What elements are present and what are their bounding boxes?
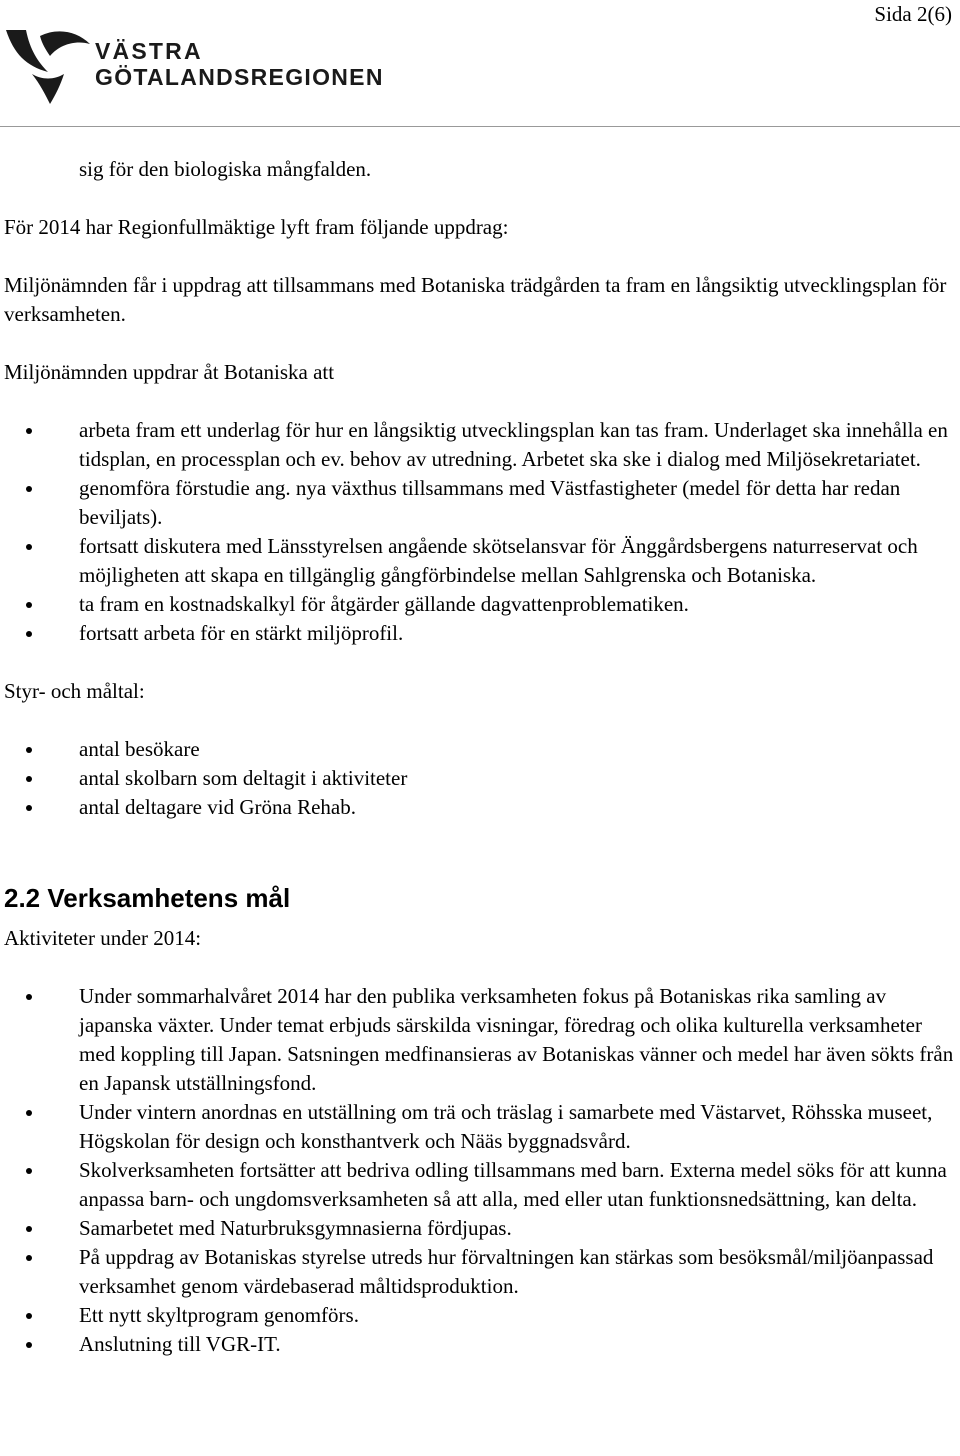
list-item (4, 982, 956, 1098)
logo-text-line2: GÖTALANDSREGIONEN (95, 64, 384, 90)
vgr-emblem-icon (4, 22, 94, 106)
continuation-paragraph: sig för den biologiska mångfalden. (79, 157, 372, 181)
list-item (4, 1098, 956, 1156)
list-item (4, 1243, 956, 1301)
list-item (4, 764, 956, 793)
list-item-text: arbeta fram ett underlag för hur en långsiktig utvecklingsplan kan tas fram. Underlaget ska innehålla en tidsplan, en processplan och ev. behov av utredning. Arbetet ska ske i dialog med Miljösekretariatet. (79, 418, 948, 471)
bullet-icon (26, 1342, 32, 1348)
bullet-icon (26, 428, 32, 434)
vgr-logo (4, 22, 394, 106)
bullet-icon (26, 1110, 32, 1116)
list-item (4, 1330, 956, 1359)
list-item (4, 793, 956, 822)
list-item-text: Skolverksamheten fortsätter att bedriva odling tillsammans med barn. Externa medel söks för att kunna anpassa barn- och ungdomsverksamheten så att alla, med eller utan funktionsnedsättning, kan delta. (79, 1158, 947, 1211)
bullet-icon (26, 1168, 32, 1174)
document-body (4, 155, 956, 1359)
list-item-text: genomföra förstudie ang. nya växthus tillsammans med Västfastigheter (medel för detta har redan beviljats). (79, 476, 901, 529)
goals-heading: Styr- och måltal: (4, 679, 145, 703)
list-item-text: Ett nytt skyltprogram genomförs. (79, 1303, 359, 1327)
bullet-icon (26, 486, 32, 492)
bullet-icon (26, 1313, 32, 1319)
list-item (4, 416, 956, 474)
list-item-text: Under vintern anordnas en utställning om trä och träslag i samarbete med Västarvet, Röhsska museet, Högskolan för design och konsthantverk och Nääs byggnadsvård. (79, 1100, 933, 1153)
list-item-text: Under sommarhalvåret 2014 har den publika verksamheten fokus på Botaniskas rika samling av japanska växter. Under temat erbjuds särskilda visningar, föredrag och olika kulturella verksamheter med koppling till Japan. Satsningen medfinansieras av Botaniskas vänner och medel har även sökts från en Japansk utställningsfond. (79, 984, 954, 1095)
mandate-paragraph-1: Miljönämnden får i uppdrag att tillsammans med Botaniska trädgården ta fram en långsiktig utvecklingsplan för verksamheten. (4, 273, 947, 326)
task-list (4, 416, 956, 648)
bullet-icon (26, 994, 32, 1000)
list-item-text: fortsatt arbeta för en stärkt miljöprofil. (79, 621, 404, 645)
list-item (4, 474, 956, 532)
bullet-icon (26, 1226, 32, 1232)
list-item (4, 532, 956, 590)
list-item-text: antal skolbarn som deltagit i aktiviteter (79, 766, 408, 790)
bullet-icon (26, 747, 32, 753)
intro-paragraph: För 2014 har Regionfullmäktige lyft fram följande uppdrag: (4, 215, 509, 239)
list-item (4, 619, 956, 648)
page-number: Sida 2(6) (874, 2, 952, 26)
activities-heading: Aktiviteter under 2014: (4, 926, 202, 950)
list-item-text: antal deltagare vid Gröna Rehab. (79, 795, 356, 819)
bullet-icon (26, 1255, 32, 1261)
bullet-icon (26, 602, 32, 608)
list-item (4, 735, 956, 764)
header-divider (0, 126, 960, 127)
bullet-icon (26, 631, 32, 637)
goals-list (4, 735, 956, 822)
list-item-text: Anslutning till VGR-IT. (79, 1332, 281, 1356)
bullet-icon (26, 805, 32, 811)
list-item-text: antal besökare (79, 737, 200, 761)
section-heading: 2.2 Verksamhetens mål (4, 883, 291, 913)
logo-text-line1: VÄSTRA (95, 38, 203, 64)
bullet-icon (26, 544, 32, 550)
mandate-paragraph-2: Miljönämnden uppdrar åt Botaniska att (4, 360, 335, 384)
bullet-icon (26, 776, 32, 782)
list-item (4, 590, 956, 619)
list-item (4, 1156, 956, 1214)
list-item-text: ta fram en kostnadskalkyl för åtgärder gällande dagvattenproblematiken. (79, 592, 689, 616)
list-item-text: På uppdrag av Botaniskas styrelse utreds hur förvaltningen kan stärkas som besöksmål/miljöanpassad verksamhet genom värdebaserad måltidsproduktion. (79, 1245, 934, 1298)
list-item (4, 1301, 956, 1330)
list-item-text: fortsatt diskutera med Länsstyrelsen angående skötselansvar för Änggårdsbergens naturreservat och möjligheten att skapa en tillgänglig gångförbindelse mellan Sahlgrenska och Botaniska. (79, 534, 918, 587)
list-item-text: Samarbetet med Naturbruksgymnasierna fördjupas. (79, 1216, 512, 1240)
list-item (4, 1214, 956, 1243)
activities-list (4, 982, 956, 1359)
